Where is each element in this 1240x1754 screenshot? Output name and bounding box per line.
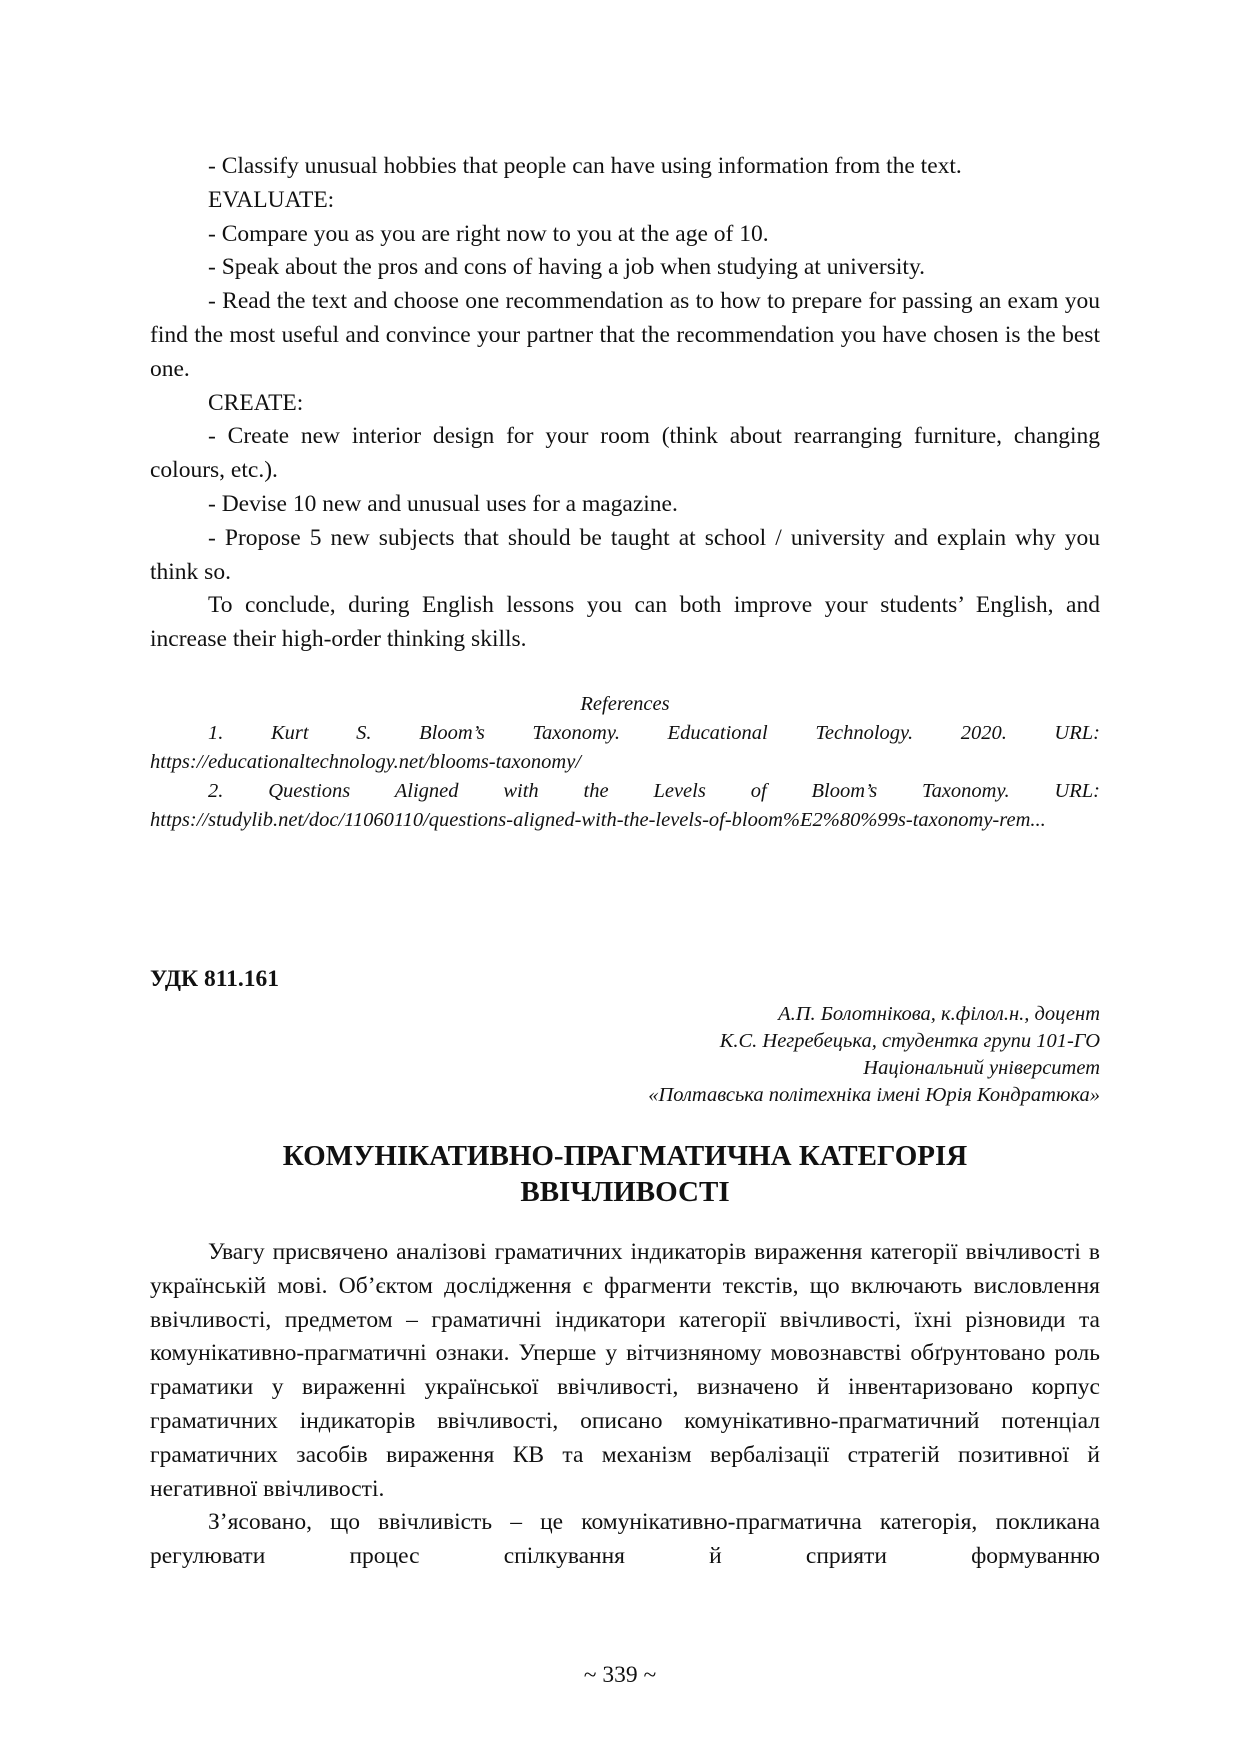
paragraph: - Speak about the pros and cons of having a job when studying at university. (208, 254, 926, 281)
article-body (150, 1236, 1100, 1574)
paragraph: - Read the text and choose one recommendation as to how to prepare for passing an exam you find the most useful and convince your partner that the recommendation you have chosen is the best one. (150, 288, 1100, 382)
title-line: КОМУНІКАТИВНО-ПРАГМАТИЧНА КАТЕГОРІЯ (282, 1140, 968, 1172)
top-section (150, 150, 1100, 657)
section-label-create: CREATE: (208, 389, 304, 416)
paragraph: - Compare you as you are right now to you at the age of 10. (208, 220, 769, 247)
references-heading: References (580, 693, 670, 715)
affiliation-line: «Полтавська політехніка імені Юрія Кондратюка» (648, 1084, 1100, 1106)
affiliation-line: Національний університет (863, 1057, 1100, 1079)
udk-code: УДК 811.161 (150, 966, 280, 992)
reference-item: 1. Kurt S. Bloom’s Taxonomy. Educational Technology. 2020. URL: https://educationaltechnology.net/blooms-taxonomy/ (150, 722, 1100, 773)
author-line: К.С. Негребецька, студентка групи 101-ГО (719, 1030, 1100, 1052)
page-number: ~ 339 ~ (583, 1662, 657, 1688)
article-title (150, 1138, 1100, 1210)
paragraph: - Propose 5 new subjects that should be taught at school / university and explain why you think so. (150, 524, 1100, 585)
paragraph: З’ясовано, що ввічливість – це комунікативно-прагматична категорія, покликана регулювати процес спілкування й сприяти формуванню (150, 1509, 1100, 1570)
paragraph: - Create new interior design for your room (think about rearranging furniture, changing colours, etc.). (150, 423, 1100, 484)
title-line: ВВІЧЛИВОСТІ (520, 1176, 730, 1208)
paragraph: - Devise 10 new and unusual uses for a magazine. (208, 490, 678, 517)
paragraph: Увагу присвячено аналізові граматичних індикаторів вираження категорії ввічливості в українській мові. Об’єктом дослідження є фрагменти текстів, що включають висловлення ввічливості, предметом – граматичні індикатори категорії ввічливості, їхні різновиди та комунікативно-прагматичні ознаки. Уперше у вітчизняному мовознавстві обґрунтовано роль граматики у вираженні української ввічливості, визначено й інвентаризовано корпус граматичних індикаторів ввічливості, описано комунікативно-прагматичний потенціал граматичних засобів вираження КВ та механізм вербалізації стратегій позитивної й негативної ввічливості. (150, 1239, 1100, 1502)
reference-item: 2. Questions Aligned with the Levels of Bloom’s Taxonomy. URL: https://studylib.net/doc/11060110/questions-aligned-with-the-levels-of-bloom%E2%80%99s-taxonomy-rem... (150, 780, 1100, 831)
conclusion-paragraph: To conclude, during English lessons you can both improve your students’ English, and increase their high-order thinking skills. (150, 592, 1100, 653)
section-label-evaluate: EVALUATE: (208, 186, 335, 213)
references (150, 690, 1100, 835)
article-header (150, 966, 1100, 1109)
author-line: А.П. Болотнікова, к.філол.н., доцент (778, 1003, 1100, 1025)
paragraph: - Classify unusual hobbies that people can have using information from the text. (208, 153, 962, 179)
